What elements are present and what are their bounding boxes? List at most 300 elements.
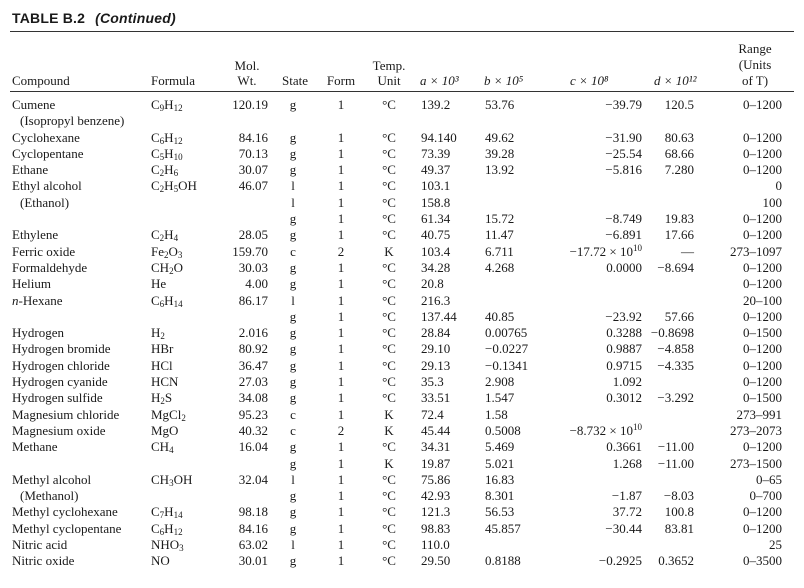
cell-range: 273–2073 [730,422,782,438]
cell-c: 0.9715 [606,357,642,373]
cell-mw: 2.016 [238,325,268,341]
cell-form: 1 [337,145,345,161]
cell-a: 34.31 [421,439,451,455]
cell-compound: Hydrogen sulfide [12,390,103,406]
cell-state: g [289,553,297,569]
cell-compound: Nitric acid [12,537,68,553]
cell-formula: $H_2$ [151,325,165,342]
cell-a: 73.39 [421,145,451,161]
cell-form: 1 [337,227,345,243]
cell-state: g [289,341,297,357]
cell-compound: (Ethanol) [20,194,70,210]
cell-mw: 27.03 [238,374,268,390]
cell-c: 0.3012 [606,390,642,406]
cell-b: 49.62 [485,129,515,145]
cell-range: 20–100 [743,292,782,308]
cell-b: 0.8188 [485,553,521,569]
cell-b: 8.301 [485,488,515,504]
cell-c: 1.268 [612,455,642,471]
cell-d: −4.335 [657,357,694,373]
cell-formula: $CH_4$ [151,439,174,456]
header-compound: Compound [12,73,70,88]
cell-formula: $C_9H_{12}$ [151,97,183,113]
cell-b: 0.5008 [485,422,521,438]
cell-a: 216.3 [421,292,451,308]
cell-range: 0–3500 [743,553,782,569]
cell-state: g [289,145,297,161]
cell-d: 17.66 [664,227,694,243]
header-b: b × 10⁵ [484,73,524,88]
cell-unit: °C [382,471,396,487]
cell-form: 1 [337,341,345,357]
cell-mw: 28.05 [238,227,268,243]
cell-b: 2.908 [485,374,515,390]
cell-a: 29.13 [421,357,451,373]
cell-form: 1 [337,488,345,504]
cell-a: 40.75 [421,227,451,243]
cell-formula: $C_7H_{14}$ [151,504,183,521]
cell-a: 29.10 [421,341,451,357]
header-a: a × 10³ [420,73,459,88]
cell-d: 19.83 [664,211,694,227]
table-row [0,537,804,553]
cell-form: 1 [337,97,345,112]
cell-range: 0–1200 [743,341,782,357]
table-row [0,521,804,537]
cell-unit: °C [382,520,396,536]
cell-compound: Cyclohexane [12,129,80,145]
cell-formula: HBr [151,341,174,357]
cell-d: 80.63 [664,129,694,145]
cell-c: −6.891 [605,227,642,243]
cell-state: g [289,162,297,178]
header-mw-line2: Wt. [237,73,257,88]
cell-range: 0–1200 [743,227,782,243]
cell-c: 0.3661 [606,439,642,455]
cell-d: −0.8698 [650,325,694,341]
cell-state: g [289,276,297,292]
cell-d: −11.00 [657,439,694,455]
table-row [0,227,804,243]
cell-formula: $C_6H_{14}$ [151,292,183,309]
cell-compound: Cyclopentane [12,145,84,161]
cell-form: 1 [337,259,345,275]
cell-unit: K [384,455,394,471]
cell-b: 13.92 [485,162,515,178]
cell-b: 0.00765 [485,325,528,341]
header-mw-line1: Mol. [234,58,260,73]
cell-a: 28.84 [421,325,451,341]
cell-form: 1 [337,325,345,341]
table-row [0,211,804,227]
cell-formula: He [151,276,167,292]
cell-compound: Formaldehyde [12,259,88,275]
cell-d: 120.5 [664,97,694,112]
cell-range: 273–1097 [730,243,782,259]
cell-unit: °C [382,129,396,145]
cell-a: 103.1 [421,178,451,194]
cell-a: 42.93 [421,488,451,504]
cell-unit: °C [382,276,396,292]
cell-compound: Hydrogen [12,325,64,341]
cell-form: 1 [337,520,345,536]
cell-formula: $C_6H_{12}$ [151,129,183,146]
cell-state: l [291,178,295,194]
table-row [0,488,804,504]
cell-unit: °C [382,292,396,308]
cell-d: −3.292 [657,390,694,406]
table-row [0,244,804,260]
cell-state: g [289,357,297,373]
cell-d: 100.8 [664,504,694,520]
cell-compound: Methane [12,439,58,455]
cell-form: 2 [337,243,345,259]
cell-a: 98.83 [421,520,451,536]
cell-state: g [289,504,297,520]
cell-a: 34.28 [421,259,451,275]
cell-range: 0–1200 [743,308,782,324]
cell-range: 0–1200 [743,211,782,227]
cell-formula: $CH_2O$ [151,259,183,276]
cell-b: 39.28 [485,145,515,161]
cell-mw: 16.04 [238,439,268,455]
cell-a: 20.8 [421,276,444,292]
cell-state: l [291,537,295,553]
cell-formula: $C_2H_6$ [151,162,179,179]
cell-c: −25.54 [605,145,642,161]
cell-formula: $C_2H_5OH$ [151,178,197,195]
cell-c: 0.3288 [606,325,642,341]
cell-mw: 159.70 [232,243,268,259]
cell-form: 1 [337,162,345,178]
cell-mw: 80.92 [238,341,268,357]
table-row [0,195,804,211]
cell-compound: Hydrogen chloride [12,357,110,373]
cell-d: −8.03 [663,488,694,504]
cell-unit: °C [382,227,396,243]
table-row [0,423,804,439]
cell-unit: °C [382,178,396,194]
cell-a: 103.4 [421,243,451,259]
cell-mw: 30.03 [238,259,268,275]
cell-d: −4.858 [657,341,694,357]
cell-d: −11.00 [657,455,694,471]
cell-formula: HCl [151,357,173,373]
cell-form: 1 [337,276,345,292]
cell-compound: Hydrogen bromide [12,341,111,357]
cell-range: 0 [775,178,782,194]
cell-c: $-17.72 \times 10^{10}$ [569,242,642,259]
cell-unit: °C [382,537,396,553]
cell-b: 16.83 [485,471,515,487]
cell-mw: 34.08 [238,390,268,406]
cell-b: 5.021 [485,455,515,471]
table-subtitle: (Continued) [95,10,176,26]
cell-formula: $CH_3OH$ [151,471,193,488]
cell-state: c [290,422,296,438]
header-range-line3: of T) [741,73,769,88]
cell-c: −39.79 [605,97,642,112]
cell-a: 49.37 [421,162,451,178]
cell-a: 158.8 [421,194,451,210]
header-unit-line2: Unit [377,73,401,88]
cell-d: 57.66 [664,308,694,324]
cell-mw: 4.00 [245,276,268,292]
cell-formula: $C_2H_4$ [151,227,179,244]
cell-state: g [289,390,297,406]
cell-a: 19.87 [421,455,451,471]
cell-mw: 95.23 [238,406,268,422]
cell-c: $-8.732 \times 10^{10}$ [569,421,642,438]
cell-compound: Ethyl alcohol [12,178,82,194]
cell-mw: 84.16 [238,520,268,536]
cell-state: g [289,211,297,227]
cell-mw: 32.04 [238,471,268,487]
cell-c: −1.87 [611,488,642,504]
table-row [0,553,804,569]
cell-c: −31.90 [605,129,642,145]
cell-state: g [289,325,297,341]
cell-a: 121.3 [421,504,451,520]
cell-unit: K [384,422,394,438]
cell-state: l [291,194,295,210]
header-c: c × 10⁸ [570,73,609,88]
cell-a: 29.50 [421,553,451,569]
cell-b: −0.0227 [485,341,529,357]
cell-state: l [291,292,295,308]
cell-compound: Ethylene [12,227,59,243]
cell-a: 72.4 [421,406,444,422]
cell-unit: K [384,243,394,259]
cell-a: 45.44 [421,422,451,438]
cell-a: 137.44 [421,308,457,324]
cell-b: 53.76 [485,97,515,112]
cell-b: 45.857 [485,520,521,536]
cell-d: −8.694 [657,259,694,275]
cell-state: g [289,227,297,243]
cell-c: 0.9887 [606,341,642,357]
cell-unit: °C [382,259,396,275]
cell-compound: Nitric oxide [12,553,75,569]
cell-d: 0.3652 [658,553,694,569]
cell-mw: 30.07 [238,162,268,178]
cell-mw: 120.19 [232,97,268,112]
cell-b: 11.47 [485,227,514,243]
cell-compound: Ferric oxide [12,243,76,259]
table-row [0,341,804,357]
cell-range: 0–1200 [743,162,782,178]
cell-unit: °C [382,97,396,112]
table-row [0,146,804,162]
cell-unit: °C [382,308,396,324]
cell-compound: Cumene [12,97,56,112]
cell-c: −30.44 [605,520,642,536]
cell-range: 273–991 [736,406,782,422]
cell-state: g [289,259,297,275]
top-rule [10,31,794,32]
cell-state: g [289,520,297,536]
cell-b: −0.1341 [485,357,529,373]
table-row [0,276,804,292]
cell-a: 35.3 [421,374,444,390]
cell-c: −0.2925 [598,553,642,569]
cell-form: 1 [337,292,345,308]
cell-range: 25 [769,537,782,553]
cell-form: 1 [337,374,345,390]
cell-range: 100 [762,194,782,210]
cell-compound: Magnesium chloride [12,406,120,422]
cell-b: 4.268 [485,259,515,275]
cell-mw: 63.02 [238,537,268,553]
header-d: d × 10¹² [654,73,697,88]
cell-form: 1 [337,211,345,227]
cell-range: 0–1500 [743,390,782,406]
cell-range: 0–1500 [743,325,782,341]
cell-unit: °C [382,357,396,373]
cell-a: 61.34 [421,211,451,227]
cell-state: g [289,439,297,455]
header-formula: Formula [151,73,196,88]
table-row [0,130,804,146]
cell-c: 37.72 [612,504,642,520]
cell-state: g [289,97,297,112]
cell-range: 0–1200 [743,520,782,536]
cell-unit: °C [382,162,396,178]
cell-form: 1 [337,308,345,324]
table-row [0,472,804,488]
cell-state: c [290,243,296,259]
cell-range: 0–700 [749,488,782,504]
cell-a: 75.86 [421,471,451,487]
cell-compound: Ethane [12,162,49,178]
cell-unit: °C [382,488,396,504]
cell-compound: Methyl cyclohexane [12,504,118,520]
table-row [0,374,804,390]
table-row [0,260,804,276]
cell-c: −8.749 [605,211,642,227]
cell-mw: 30.01 [238,553,268,569]
cell-formula: NO [151,553,170,569]
cell-c: 0.0000 [606,259,642,275]
cell-mw: 70.13 [238,145,268,161]
cell-unit: °C [382,374,396,390]
cell-form: 1 [337,553,345,569]
cell-mw: 46.07 [238,178,268,194]
table-row [0,293,804,309]
header-unit-line1: Temp. [372,58,406,73]
cell-b: 6.711 [485,243,514,259]
cell-c: −5.816 [605,162,642,178]
header-state: State [282,73,308,88]
cell-range: 0–1200 [743,145,782,161]
table-row [0,97,804,113]
table-title [12,10,176,26]
cell-compound: (Isopropyl benzene) [20,113,125,129]
cell-state: g [289,129,297,145]
cell-unit: °C [382,194,396,210]
cell-formula: $NHO_3$ [151,537,184,554]
header-form: Form [326,73,356,88]
cell-form: 1 [337,178,345,194]
cell-formula: HCN [151,374,179,390]
cell-d: 83.81 [664,520,694,536]
cell-unit: °C [382,390,396,406]
table-row [0,456,804,472]
cell-a: 139.2 [421,97,451,112]
cell-mw: 84.16 [238,129,268,145]
cell-range: 0–1200 [743,97,782,112]
cell-state: g [289,455,297,471]
header-rule [10,91,794,92]
cell-d: 68.66 [664,145,694,161]
cell-formula: $H_2S$ [151,390,173,407]
cell-unit: °C [382,325,396,341]
cell-unit: °C [382,145,396,161]
cell-b: 56.53 [485,504,515,520]
cell-a: 94.140 [421,129,457,145]
cell-form: 1 [337,504,345,520]
cell-state: l [291,471,295,487]
cell-a: 33.51 [421,390,451,406]
cell-formula: $C_5H_{10}$ [151,145,183,162]
cell-range: 0–1200 [743,504,782,520]
cell-range: 0–65 [756,471,782,487]
cell-mw: 86.17 [238,292,268,308]
table-row [0,162,804,178]
cell-form: 1 [337,439,345,455]
cell-b: 1.547 [485,390,515,406]
cell-compound: Magnesium oxide [12,422,106,438]
cell-unit: °C [382,553,396,569]
cell-formula: MgO [151,422,179,438]
cell-formula: $C_6H_{12}$ [151,520,183,537]
cell-mw: 40.32 [238,422,268,438]
table-row [0,309,804,325]
cell-state: g [289,488,297,504]
cell-b: 1.58 [485,406,508,422]
cell-c: 1.092 [612,374,642,390]
cell-form: 2 [337,422,345,438]
cell-formula: MgCl$_2$ [151,406,186,423]
cell-form: 1 [337,455,345,471]
table-row [0,390,804,406]
cell-a: 110.0 [421,537,450,553]
cell-range: 273–1500 [730,455,782,471]
cell-range: 0–1200 [743,259,782,275]
cell-state: c [290,406,296,422]
cell-compound: Helium [12,276,51,292]
table-row [0,407,804,423]
cell-unit: °C [382,341,396,357]
cell-range: 0–1200 [743,357,782,373]
cell-state: g [289,308,297,324]
cell-form: 1 [337,129,345,145]
cell-unit: K [384,406,394,422]
cell-form: 1 [337,471,345,487]
cell-compound: n-Hexane [12,292,63,308]
table-row [0,178,804,194]
table-row [0,439,804,455]
cell-compound: Methyl alcohol [12,471,92,487]
cell-unit: °C [382,439,396,455]
cell-compound: (Methanol) [20,488,79,504]
cell-range: 0–1200 [743,276,782,292]
cell-form: 1 [337,406,345,422]
cell-mw: 36.47 [238,357,268,373]
cell-form: 1 [337,357,345,373]
cell-b: 15.72 [485,211,515,227]
cell-d: 7.280 [664,162,694,178]
